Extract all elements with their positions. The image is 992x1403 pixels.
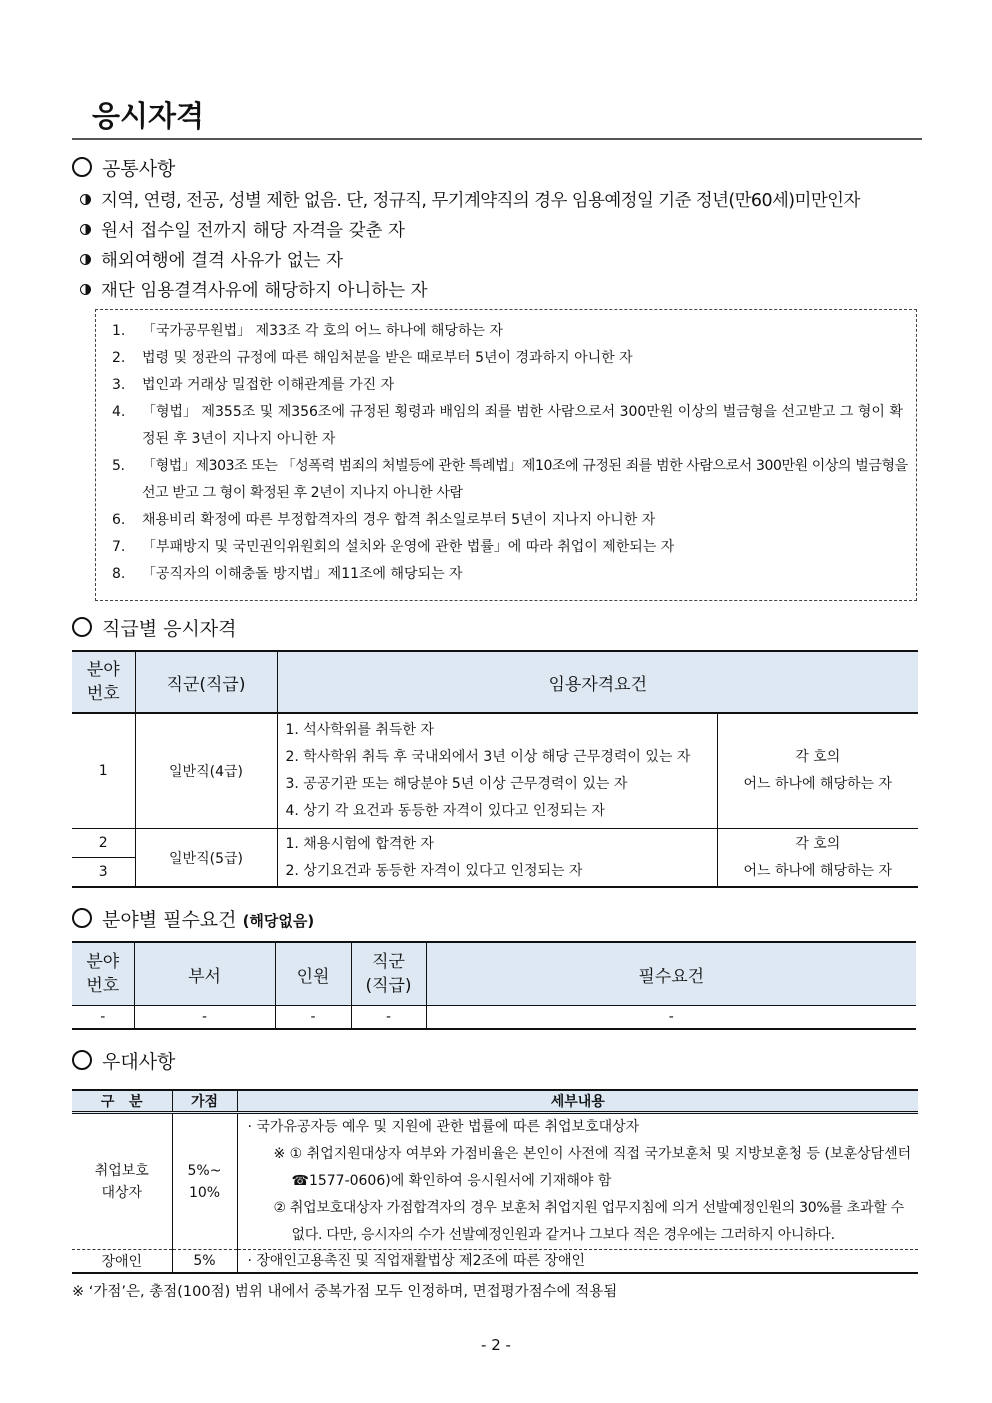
header-dept: 부서 bbox=[134, 942, 275, 1006]
table-cell-reqs: 1. 채용시험에 합격한 자 2. 상기요건과 동등한 자격이 있다고 인정되는 자 bbox=[277, 829, 717, 888]
table-cell-detail: · 국가유공자등 예우 및 지원에 관한 법률에 따른 취업보호대상자 ※ ① 취업지원대상자 여부와 가점비율은 본인이 사전에 직접 국가보훈처 및 지방보훈청 등 (보훈상담센터 ☎1577-0606)에 확인하여 응시원서에 기재해야 함 ② 취업보호대상자 가점합격자의 경우 보훈처 취업지원 업무지침에 의거 선발예정인원의 30%를 초과할 수 없다. 다만, 응시자의 수가 선발예정인원과 같거나 그보다 적은 경우에는 그러하지 아니하다. bbox=[237, 1113, 918, 1250]
header-field-no: 분야 번호 bbox=[72, 942, 134, 1006]
grade-qualification-table bbox=[72, 650, 918, 888]
section-field-heading: 분야별 필수요건 (해당없음) bbox=[72, 905, 314, 932]
preference-table bbox=[72, 1089, 918, 1274]
table-cell: - bbox=[275, 1006, 351, 1030]
list-item: 3. 법인과 거래상 밀접한 이해관계를 가진 자 bbox=[112, 377, 395, 393]
disqualification-box bbox=[95, 309, 917, 601]
page-title bbox=[72, 88, 922, 140]
half-circle-bullet-icon bbox=[80, 194, 91, 205]
header-required: 필수요건 bbox=[426, 942, 916, 1006]
circle-bullet-icon bbox=[72, 908, 92, 928]
table-cell-bonus: 5% bbox=[172, 1250, 237, 1274]
list-item: 2. 법령 및 정관의 규정에 따른 해임처분을 받은 때로부터 5년이 경과하지 아니한 자 bbox=[112, 350, 633, 366]
table-cell-category: 장애인 bbox=[72, 1250, 172, 1274]
list-item: 해외여행에 결격 사유가 없는 자 bbox=[80, 246, 940, 276]
table-cell-detail: · 장애인고용촉진 및 직업재활법상 제2조에 따른 장애인 bbox=[237, 1250, 918, 1274]
section-preference-heading: 우대사항 bbox=[72, 1047, 175, 1074]
table-cell-condition: 각 호의 어느 하나에 해당하는 자 bbox=[717, 829, 918, 888]
circle-bullet-icon bbox=[72, 157, 92, 177]
list-item: 지역, 연령, 전공, 성별 제한 없음. 단, 정규직, 무기계약직의 경우 임용예정일 기준 정년(만60세)미만인자 bbox=[80, 186, 940, 216]
table-cell: - bbox=[426, 1006, 916, 1030]
list-item: 5. 「형법」제303조 또는 「성폭력 범죄의 처벌등에 관한 특례법」제10조에 규정된 죄를 범한 사람으로서 300만원 이상의 벌금형을 선고 받고 그 형이 확정된 후 2년이 지나지 아니한 사람 bbox=[112, 458, 908, 501]
table-cell-group: 일반직(5급) bbox=[135, 829, 277, 888]
header-count: 인원 bbox=[275, 942, 351, 1006]
header-category: 구 분 bbox=[72, 1090, 172, 1113]
header-field-no: 분야 번호 bbox=[72, 651, 135, 713]
half-circle-bullet-icon bbox=[80, 224, 91, 235]
list-item: 8. 「공직자의 이해충돌 방지법」제11조에 해당되는 자 bbox=[112, 566, 463, 582]
table-cell-condition: 각 호의 어느 하나에 해당하는 자 bbox=[717, 713, 918, 829]
page-number: - 2 - bbox=[481, 1336, 511, 1354]
header-group: 직군(직급) bbox=[135, 651, 277, 713]
circle-bullet-icon bbox=[72, 617, 92, 637]
table-cell: - bbox=[134, 1006, 275, 1030]
table-cell: - bbox=[72, 1006, 134, 1030]
header-bonus: 가점 bbox=[172, 1090, 237, 1113]
circle-bullet-icon bbox=[72, 1050, 92, 1070]
table-cell: - bbox=[351, 1006, 426, 1030]
header-requirements: 임용자격요건 bbox=[277, 651, 918, 713]
section-grade-heading: 직급별 응시자격 bbox=[72, 614, 237, 641]
header-detail: 세부내용 bbox=[237, 1090, 918, 1113]
table-cell-group: 일반직(4급) bbox=[135, 713, 277, 829]
list-item: 1. 「국가공무원법」 제33조 각 호의 어느 하나에 해당하는 자 bbox=[112, 323, 503, 339]
list-item: 4. 「형법」 제355조 및 제356조에 규정된 횡령과 배임의 죄를 범한 사람으로서 300만원 이상의 벌금형을 선고받고 그 형이 확정된 후 3년이 지나지 아니한 자 bbox=[112, 404, 903, 447]
half-circle-bullet-icon bbox=[80, 284, 91, 295]
footnote: ※ ‘가점’은, 총점(100점) 범위 내에서 중복가점 모두 인정하며, 면접평가점수에 적용됨 bbox=[72, 1284, 618, 1300]
common-bullet-list bbox=[80, 186, 940, 306]
table-cell-bonus: 5%~ 10% bbox=[172, 1113, 237, 1250]
half-circle-bullet-icon bbox=[80, 254, 91, 265]
table-cell-no: 1 bbox=[72, 713, 135, 829]
list-item: 7. 「부패방지 및 국민권익위원회의 설치와 운영에 관한 법률」에 따라 취업이 제한되는 자 bbox=[112, 539, 675, 555]
page-title-text: 응시자격 bbox=[92, 99, 205, 133]
list-item: 원서 접수일 전까지 해당 자격을 갖춘 자 bbox=[80, 216, 940, 246]
table-cell-no: 3 bbox=[72, 858, 135, 888]
table-cell-reqs: 1. 석사학위를 취득한 자 2. 학사학위 취득 후 국내외에서 3년 이상 해당 근무경력이 있는 자 3. 공공기관 또는 해당분야 5년 이상 근무경력이 있는 자 4. 상기 각 요건과 동등한 자격이 있다고 인정되는 자 bbox=[277, 713, 717, 829]
section-common-heading: 공통사항 bbox=[72, 154, 175, 181]
header-grade: 직군 (직급) bbox=[351, 942, 426, 1006]
field-requirement-table bbox=[72, 941, 916, 1030]
list-item: 6. 채용비리 확정에 따른 부정합격자의 경우 합격 취소일로부터 5년이 지나지 아니한 자 bbox=[112, 512, 656, 528]
table-cell-no: 2 bbox=[72, 829, 135, 858]
list-item: 재단 임용결격사유에 해당하지 아니하는 자 bbox=[80, 276, 940, 306]
table-cell-category: 취업보호 대상자 bbox=[72, 1113, 172, 1250]
